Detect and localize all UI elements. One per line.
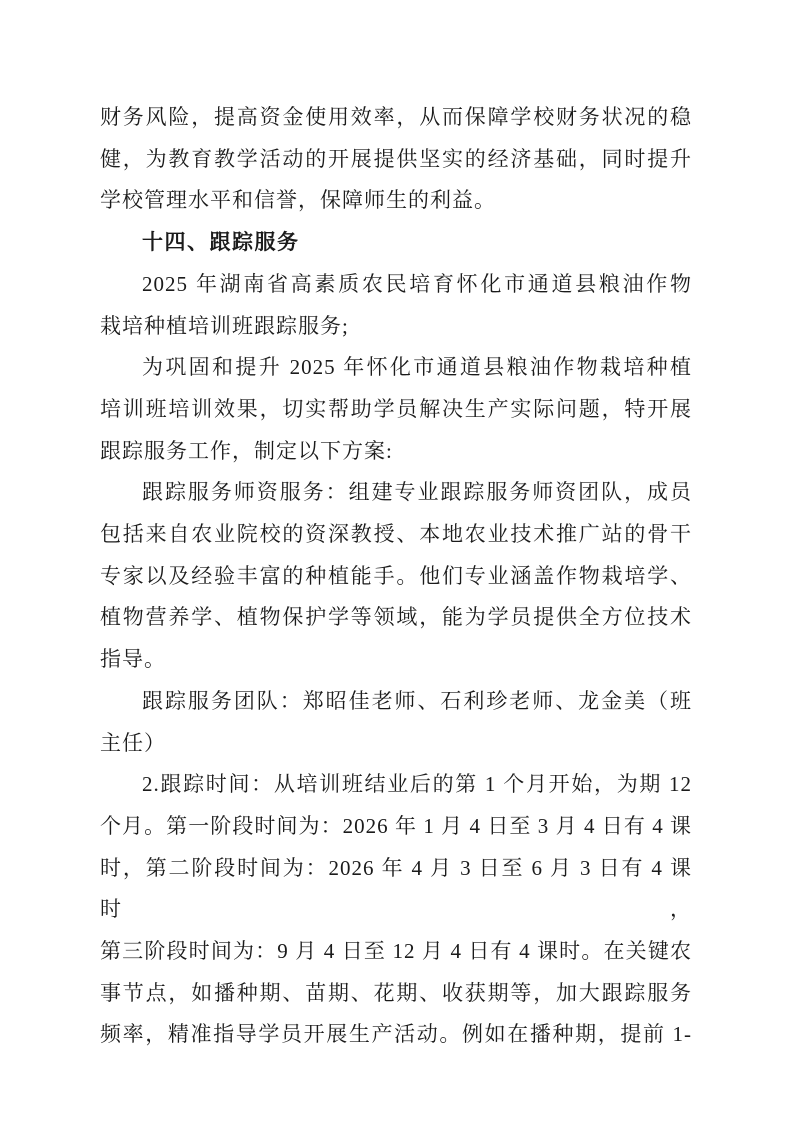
body-paragraph [100, 764, 692, 1056]
body-paragraph [100, 97, 692, 222]
text-line: 财务风险，提高资金使用效率，从而保障学校财务状况的稳 [100, 105, 692, 129]
text-line: 2.跟踪时间：从培训班结业后的第 1 个月开始，为期 12 [142, 772, 692, 797]
document-content [100, 97, 692, 1056]
text-line: 事节点，如播种期、苗期、花期、收获期等，加大跟踪服务 [100, 980, 692, 1005]
text-line: 跟踪服务团队：郑昭佳老师、石利珍老师、龙金美（班 [142, 688, 692, 713]
text-line: 培训班培训效果，切实帮助学员解决生产实际问题，特开展 [100, 396, 692, 421]
body-paragraph [100, 472, 692, 681]
text-line: 专家以及经验丰富的种植能手。他们专业涵盖作物栽培学、 [100, 563, 692, 588]
body-paragraph [100, 264, 692, 347]
text-line: 学校管理水平和信誉，保障师生的利益。 [100, 188, 496, 213]
text-line: 跟踪服务师资服务：组建专业跟踪服务师资团队，成员 [142, 480, 692, 505]
text-line: 健，为教育教学活动的开展提供坚实的经济基础，同时提升 [100, 146, 692, 171]
text-line: 包括来自农业院校的资深教授、本地农业技术推广站的骨干 [100, 522, 692, 547]
section-heading [100, 222, 692, 264]
text-line: 时，第二阶段时间为：2026 年 4 月 3 日至 6 月 3 日有 4 课时， [100, 855, 692, 922]
body-paragraph [100, 681, 692, 764]
text-line: 第三阶段时间为：9 月 4 日至 12 月 4 日有 4 课时。在关键农 [100, 939, 692, 964]
text-line: 频率，精准指导学员开展生产活动。例如在播种期，提前 1- [100, 1022, 692, 1047]
text-line: 主任） [100, 730, 166, 755]
text-line: 植物营养学、植物保护学等领域，能为学员提供全方位技术 [100, 605, 692, 630]
text-line: 栽培种植培训班跟踪服务; [100, 313, 349, 338]
text-line: 指导。 [100, 647, 166, 672]
text-line: 跟踪服务工作，制定以下方案: [100, 438, 393, 463]
text-line: 为巩固和提升 2025 年怀化市通道县粮油作物栽培种植 [142, 355, 692, 380]
text-line: 十四、跟踪服务 [142, 230, 300, 255]
text-line: 个月。第一阶段时间为：2026 年 1 月 4 日至 3 月 4 日有 4 课 [100, 813, 692, 838]
text-line: 2025 年湖南省高素质农民培育怀化市通道县粮油作物 [142, 271, 692, 296]
body-paragraph [100, 347, 692, 472]
